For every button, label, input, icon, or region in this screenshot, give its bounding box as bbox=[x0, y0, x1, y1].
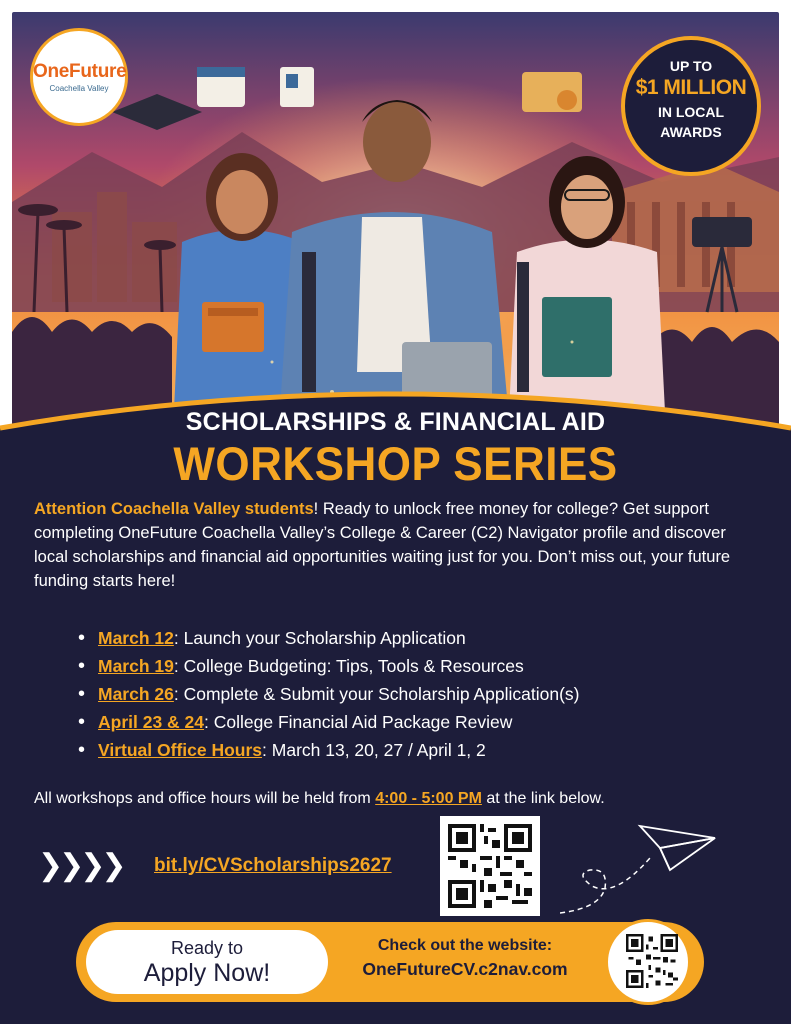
session-date-link[interactable]: March 26 bbox=[98, 684, 174, 704]
awards-badge bbox=[621, 36, 761, 176]
apply-line1: Ready to bbox=[170, 938, 244, 958]
website-callout[interactable] bbox=[335, 937, 595, 980]
session-date-link[interactable]: April 23 & 24 bbox=[98, 712, 205, 732]
list-item bbox=[76, 680, 766, 708]
apply-now-button[interactable] bbox=[86, 930, 328, 994]
intro-text: ! Ready to unlock free money for college? Get support completing OneFuture Coachella Valley’s College & Career (C2) Navigator profile and discover local scholarships and financial aid opportunities waiting just for you. Don’t miss out, your future funding starts here! bbox=[34, 500, 731, 590]
badge-amount: $1 MILLION bbox=[635, 76, 747, 99]
hours-time: 4:00 - 5:00 PM bbox=[375, 790, 482, 807]
session-date-link[interactable]: Virtual Office Hours bbox=[98, 740, 263, 760]
session-date-link[interactable]: March 19 bbox=[98, 656, 174, 676]
list-item bbox=[76, 624, 766, 652]
logo-region: Coachella Valley bbox=[49, 84, 109, 93]
hours-before: All workshops and office hours will be held from bbox=[34, 790, 376, 807]
subtitle: SCHOLARSHIPS & FINANCIAL AID bbox=[185, 408, 606, 436]
badge-line1: UP TO bbox=[669, 58, 713, 74]
list-item bbox=[76, 736, 766, 764]
website-qr-code-icon[interactable] bbox=[626, 934, 678, 988]
session-desc: : Complete & Submit your Scholarship Application(s) bbox=[173, 684, 580, 704]
scholarship-link[interactable]: bit.ly/CVScholarships2627 bbox=[154, 855, 392, 876]
list-item bbox=[76, 652, 766, 680]
logo-name: OneFuture bbox=[33, 61, 127, 82]
website-label: Check out the website: bbox=[377, 937, 553, 954]
hours-after: at the link below. bbox=[481, 790, 605, 807]
session-date-link[interactable]: March 12 bbox=[98, 628, 174, 648]
badge-line4: AWARDS bbox=[660, 124, 722, 140]
badge-line3: IN LOCAL bbox=[657, 104, 725, 120]
intro-highlight: Attention Coachella Valley students bbox=[34, 500, 314, 518]
apply-line2: Apply Now! bbox=[143, 959, 271, 987]
onefuture-logo bbox=[30, 28, 128, 126]
chevron-right-icon: ❯❯❯❯ bbox=[38, 849, 123, 882]
qr-code-icon[interactable] bbox=[440, 816, 540, 916]
session-list bbox=[76, 624, 766, 764]
session-desc: : College Budgeting: Tips, Tools & Resources bbox=[173, 656, 524, 676]
hours-note bbox=[34, 790, 774, 808]
session-desc: : Launch your Scholarship Application bbox=[173, 628, 466, 648]
intro-paragraph bbox=[34, 497, 764, 593]
session-desc: : College Financial Aid Package Review bbox=[204, 712, 513, 732]
session-desc: : March 13, 20, 27 / April 1, 2 bbox=[262, 740, 486, 760]
paper-plane-icon bbox=[560, 818, 760, 918]
website-url[interactable]: OneFutureCV.c2nav.com bbox=[362, 959, 568, 979]
list-item bbox=[76, 708, 766, 736]
page-title: WORKSHOP SERIES bbox=[173, 438, 618, 491]
